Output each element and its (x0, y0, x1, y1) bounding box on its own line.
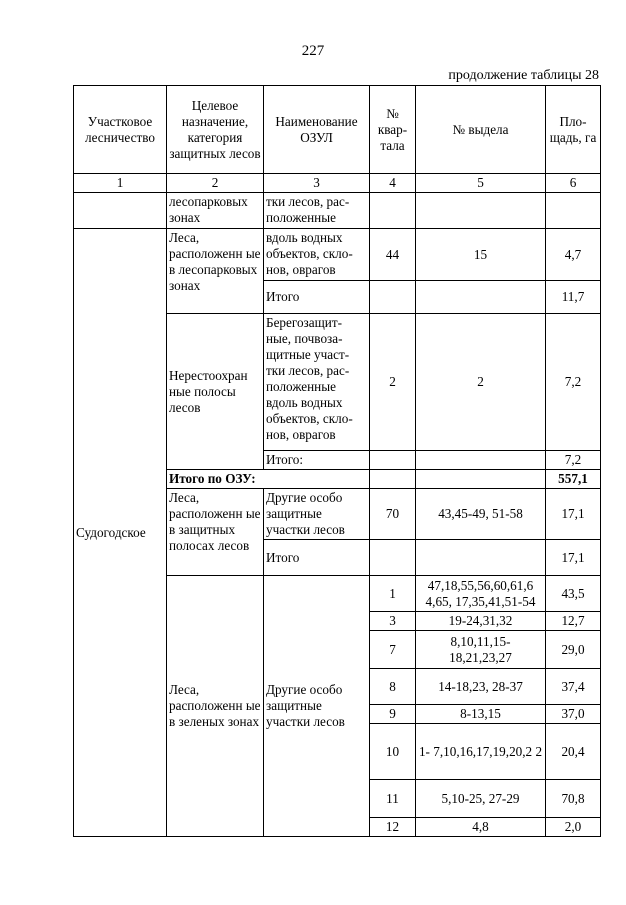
column-number: 6 (546, 174, 601, 193)
cell-empty (416, 281, 546, 314)
category-cell: Леса, расположенн ые в лесопарковых зонах (167, 229, 264, 314)
total-area: 557,1 (546, 470, 601, 489)
plot-cell: 43,45-49, 51-58 (416, 489, 546, 540)
category-cell: лесопарковых зонах (167, 193, 264, 229)
area-cell: 70,8 (546, 780, 601, 818)
quarter-cell: 9 (370, 705, 416, 724)
cell-empty (370, 451, 416, 470)
plot-cell: 14-18,23, 28-37 (416, 669, 546, 705)
header-ozul-name: Наименование ОЗУЛ (264, 86, 370, 174)
header-plot: № выдела (416, 86, 546, 174)
ozul-name-cell: Итого: (264, 451, 370, 470)
total-label: Итого по ОЗУ: (167, 470, 370, 489)
category-cell: Нерестоохран ные полосы лесов (167, 314, 264, 470)
header-area: Пло-щадь, га (546, 86, 601, 174)
area-cell: 2,0 (546, 818, 601, 837)
ozul-name-cell: Берегозащит-ные, почвоза-щитные участ-тки лесов, рас-положенные вдоль водных объектов, скло-нов, оврагов (264, 314, 370, 451)
column-number: 3 (264, 174, 370, 193)
cell-empty (370, 540, 416, 576)
column-number: 1 (74, 174, 167, 193)
plot-cell: 47,18,55,56,60,61,6 4,65, 17,35,41,51-54 (416, 576, 546, 612)
header-row (74, 86, 601, 174)
cell-empty (416, 540, 546, 576)
quarter-cell: 12 (370, 818, 416, 837)
area-cell: 7,2 (546, 314, 601, 451)
column-number: 5 (416, 174, 546, 193)
plot-cell: 15 (416, 229, 546, 281)
cell-empty (416, 470, 546, 489)
area-cell: 7,2 (546, 451, 601, 470)
area-cell: 29,0 (546, 631, 601, 669)
ozul-name-cell: тки лесов, рас-положенные (264, 193, 370, 229)
ozul-name-cell: Итого (264, 540, 370, 576)
column-number: 2 (167, 174, 264, 193)
cell-empty (370, 281, 416, 314)
plot-cell: 1- 7,10,16,17,19,20,2 2 (416, 724, 546, 780)
district-cell: Судогодское (74, 229, 167, 837)
area-cell: 43,5 (546, 576, 601, 612)
category-cell: Леса, расположенн ые в зеленых зонах (167, 576, 264, 837)
area-cell: 11,7 (546, 281, 601, 314)
area-cell: 12,7 (546, 612, 601, 631)
quarter-cell: 11 (370, 780, 416, 818)
ozul-name-cell: Итого (264, 281, 370, 314)
cell-empty (370, 470, 416, 489)
cell-empty (74, 193, 167, 229)
table-row (74, 229, 601, 281)
quarter-cell: 7 (370, 631, 416, 669)
cell-empty (370, 193, 416, 229)
table-continuation-label: продолжение таблицы 28 (448, 68, 599, 83)
forest-table (73, 85, 601, 837)
page-number: 227 (301, 43, 325, 59)
plot-cell: 4,8 (416, 818, 546, 837)
plot-cell: 8,10,11,15- 18,21,23,27 (416, 631, 546, 669)
area-cell: 20,4 (546, 724, 601, 780)
cell-empty (416, 451, 546, 470)
area-cell: 37,4 (546, 669, 601, 705)
plot-cell: 19-24,31,32 (416, 612, 546, 631)
plot-cell: 5,10-25, 27-29 (416, 780, 546, 818)
plot-cell: 2 (416, 314, 546, 451)
quarter-cell: 10 (370, 724, 416, 780)
cell-empty (546, 193, 601, 229)
table-row (74, 193, 601, 229)
quarter-cell: 44 (370, 229, 416, 281)
area-cell: 17,1 (546, 540, 601, 576)
area-cell: 4,7 (546, 229, 601, 281)
quarter-cell: 70 (370, 489, 416, 540)
ozul-name-cell: вдоль водных объектов, скло-нов, оврагов (264, 229, 370, 281)
ozul-name-cell: Другие особо защитные участки лесов (264, 489, 370, 540)
header-district: Участковое лесничество (74, 86, 167, 174)
quarter-cell: 8 (370, 669, 416, 705)
quarter-cell: 2 (370, 314, 416, 451)
ozul-name-cell: Другие особо защитные участки лесов (264, 576, 370, 837)
plot-cell: 8-13,15 (416, 705, 546, 724)
quarter-cell: 1 (370, 576, 416, 612)
quarter-cell: 3 (370, 612, 416, 631)
area-cell: 37,0 (546, 705, 601, 724)
column-number: 4 (370, 174, 416, 193)
category-cell: Леса, расположенн ые в защитных полосах лесов (167, 489, 264, 576)
header-category: Целевое назначение, категория защитных лесов (167, 86, 264, 174)
cell-empty (416, 193, 546, 229)
column-number-row (74, 174, 601, 193)
area-cell: 17,1 (546, 489, 601, 540)
header-quarter: № квар-тала (370, 86, 416, 174)
